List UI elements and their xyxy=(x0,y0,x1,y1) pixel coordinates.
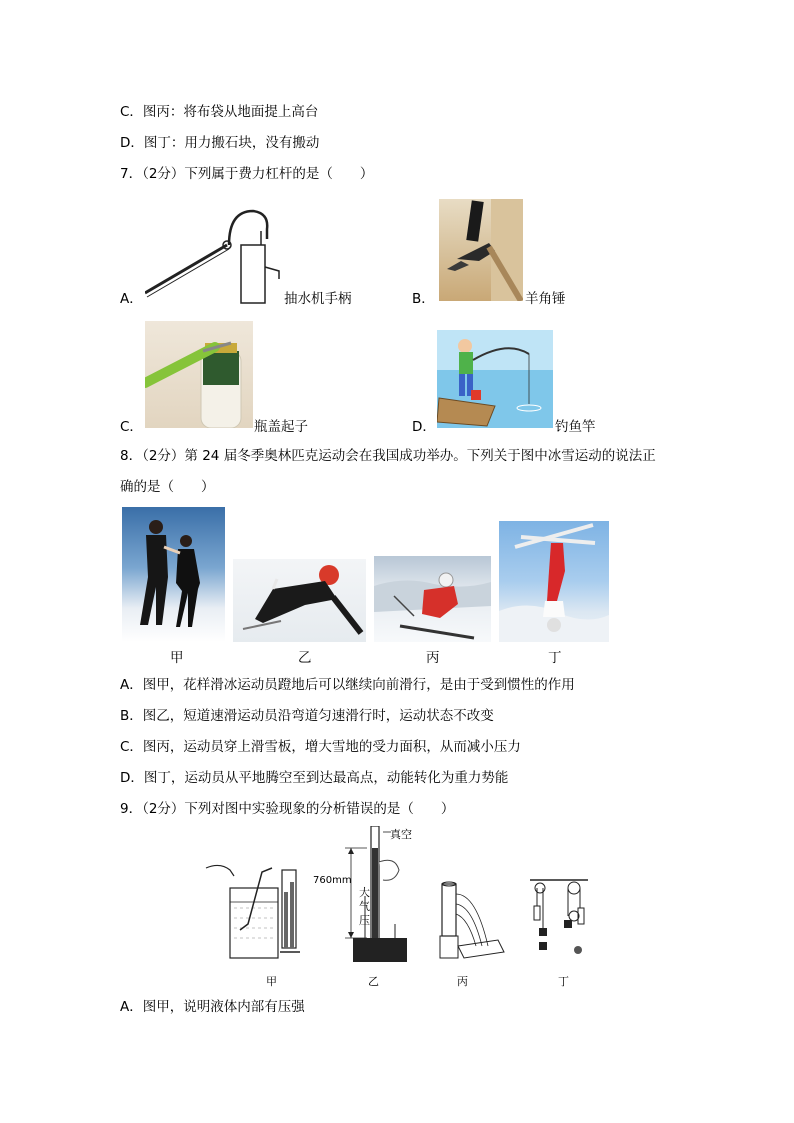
pulley-figure xyxy=(528,876,590,964)
figure-skating-photo xyxy=(122,507,225,642)
q8-option-b: B．图乙，短道速滑运动员沿弯道匀速滑行时，运动状态不改变 xyxy=(120,708,494,724)
q8-label-bing: 丙 xyxy=(426,650,440,666)
q8-stem-line1: 8．（2分）第 24 届冬季奥林匹克运动会在我国成功举办。下列关于图中冰雪运动的说法正 xyxy=(120,448,656,464)
q8-option-a: A．图甲，花样滑冰运动员蹬地后可以继续向前滑行，是由于受到惯性的作用 xyxy=(120,677,575,693)
atmospheric-pressure-label-3: 压 xyxy=(359,914,370,927)
claw-hammer-photo xyxy=(439,199,523,301)
q6-option-c: C．图丙：将布袋从地面提上高台 xyxy=(120,104,319,120)
water-jet-figure xyxy=(436,880,506,962)
q6-option-d: D．图丁：用力搬石块，没有搬动 xyxy=(120,135,320,151)
aerial-skiing-photo xyxy=(499,521,609,642)
fishing-rod-cartoon xyxy=(437,330,553,428)
q8-label-jia: 甲 xyxy=(170,650,184,666)
vacuum-label: 真空 xyxy=(390,828,412,841)
speed-skating-photo xyxy=(233,559,366,642)
q7-c-label: C． xyxy=(120,419,143,435)
q8-option-d: D．图丁，运动员从平地腾空至到达最高点，动能转化为重力势能 xyxy=(120,770,509,786)
q8-option-c: C．图丙，运动员穿上滑雪板，增大雪地的受力面积，从而减小压力 xyxy=(120,739,521,755)
q8-label-yi: 乙 xyxy=(298,650,312,666)
q7-c-caption: 瓶盖起子 xyxy=(254,419,308,435)
q9-label-jia: 甲 xyxy=(266,975,277,988)
q7-a-label: A． xyxy=(120,291,143,307)
bottle-opener-photo xyxy=(145,321,253,428)
atmospheric-pressure-label-2: 气 xyxy=(359,900,370,913)
torricelli-experiment-figure xyxy=(325,826,415,964)
q7-b-label: B． xyxy=(412,291,435,307)
q9-option-a: A．图甲，说明液体内部有压强 xyxy=(120,999,305,1015)
q9-label-bing: 丙 xyxy=(457,975,468,988)
atmospheric-pressure-label-1: 大 xyxy=(359,886,370,899)
q7-b-caption: 羊角锤 xyxy=(525,291,566,307)
q7-d-caption: 钓鱼竿 xyxy=(555,419,596,435)
q7-stem: 7．（2分）下列属于费力杠杆的是（ ） xyxy=(120,166,374,182)
q9-label-yi: 乙 xyxy=(368,975,379,988)
q8-stem-line2: 确的是（ ） xyxy=(120,479,215,495)
q8-label-ding: 丁 xyxy=(548,650,562,666)
liquid-pressure-figure xyxy=(200,862,305,962)
alpine-skiing-photo xyxy=(374,556,491,642)
q7-d-label: D． xyxy=(412,419,436,435)
q9-stem: 9．（2分）下列对图中实验现象的分析错误的是（ ） xyxy=(120,801,455,817)
pump-handle-figure xyxy=(145,205,285,305)
height-760mm-label: 760mm xyxy=(313,875,352,886)
q7-a-caption: 抽水机手柄 xyxy=(284,291,352,307)
q9-label-ding: 丁 xyxy=(558,975,569,988)
